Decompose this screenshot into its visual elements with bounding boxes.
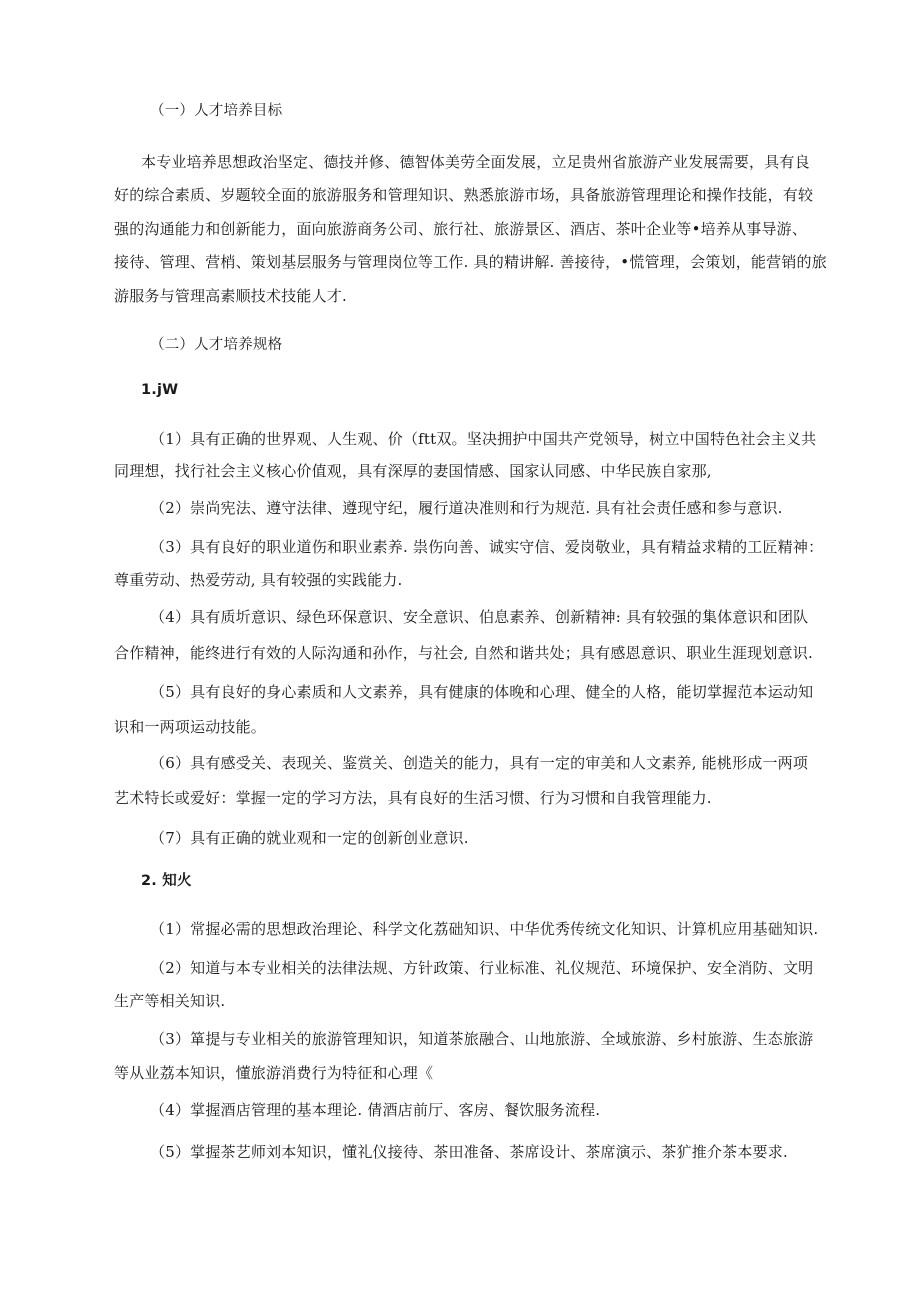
text-line: （5）具有良好的身心素质和人文素养，具有健康的体晚和心理、健全的人格，能切掌握范本运动知: [150, 683, 814, 701]
text-line: 2. 知火: [141, 873, 192, 889]
text-line: （4）具有质圻意识、绿色环保意识、安全意识、伯息素养、创新精神: 具有较强的集体意识和团队: [150, 608, 809, 626]
goal-line: 接待、管理、营梢、策划基层服务与管理岗位等工作. 具的精讲解. 善接待，•慌管理，会策划，能营销的旅: [114, 253, 827, 271]
goal-line: 强的沟通能力和创新能力，面向旅游商务公司、旅行社、旅游景区、酒店、茶叶企业等•培养从事导游、: [114, 220, 808, 238]
text-line: （1）具有正确的世界观、人生观、价（ftt双。坚决拥护中国共产党领导，树立中国特色社会主义共: [150, 430, 817, 448]
goal-line: 好的综合素质、岁题较全面的旅游服务和管理知识、熟悉旅游市场，具备旅游管理理论和操作技能，有较: [114, 186, 814, 204]
text-line: 识和一两项运动技能。: [114, 718, 267, 736]
text-line: 艺术特长或爱好：掌握一定的学习方法，具有良好的生活习惯、行为习惯和自我管理能力.: [114, 789, 712, 807]
text-line: 尊重劳动、热爱劳动, 具有较强的实践能力.: [114, 571, 403, 589]
text-line: （6）具有感受关、表现关、鉴赏关、创造关的能力，具有一定的审美和人文素养, 能桃形成一两项: [150, 754, 809, 772]
text-line: （1）常握必需的思想政治理论、科学文化荔础知识、中华优秀传统文化知识、计算机应用基础知识.: [150, 920, 819, 938]
text-line: 合作精神，能终进行有效的人际沟通和孙作，与社会, 自然和谐共处；具有感恩意识、职业生涯现划意识.: [114, 644, 813, 662]
text-line: 同理想，找行社会主义核心价值观，具有深厚的妻国情感、国家认同感、中华民族自家那,: [114, 462, 712, 480]
goal-line: 游服务与管理高素顺技术技能人才.: [114, 287, 347, 305]
text-line: 1.jW: [141, 382, 179, 398]
text-line: （7）具有正确的就业观和一定的创新创业意识.: [150, 829, 469, 847]
text-line: （2）知道与本专业相关的法律法规、方针政策、行业标准、礼仪规范、环境保护、安全消防、文明: [150, 959, 814, 977]
text-line: （一）人才培养目标: [150, 103, 283, 119]
text-line: （二）人才培养规格: [150, 337, 283, 353]
text-line: （3）具有良好的职业道伤和职业素养. 祟伤向善、诚实守信、爱岗敬业，具有精益求精的工匠精神：: [150, 538, 824, 556]
text-line: （4）掌握酒店管理的基本理论. 倩酒店前厅、客房、餐饮服务流程.: [150, 1101, 601, 1119]
text-line: 生产等相关知识.: [114, 992, 226, 1010]
text-line: 等从业荔本知识，懂旅游消费行为特征和心理《: [114, 1064, 434, 1082]
text-line: （5）掌握茶艺师刘本知识，懂礼仪接待、茶田准备、茶席设计、茶席演示、茶犷推介茶本要求.: [150, 1143, 788, 1161]
goal-line: 本专业培养思想政治坚定、德技并修、德智体美劳全面发展，立足贵州省旅游产业发展需要，具有良: [141, 153, 810, 171]
text-line: （3）箪提与专业相关的旅游管理知识，知道茶旅融合、山地旅游、全域旅游、乡村旅游、生态旅游: [150, 1030, 814, 1048]
text-line: （2）崇尚宪法、遵守法律、遵现守纪，履行道决准则和行为规范. 具有社会责任感和参与意识.: [150, 499, 783, 517]
